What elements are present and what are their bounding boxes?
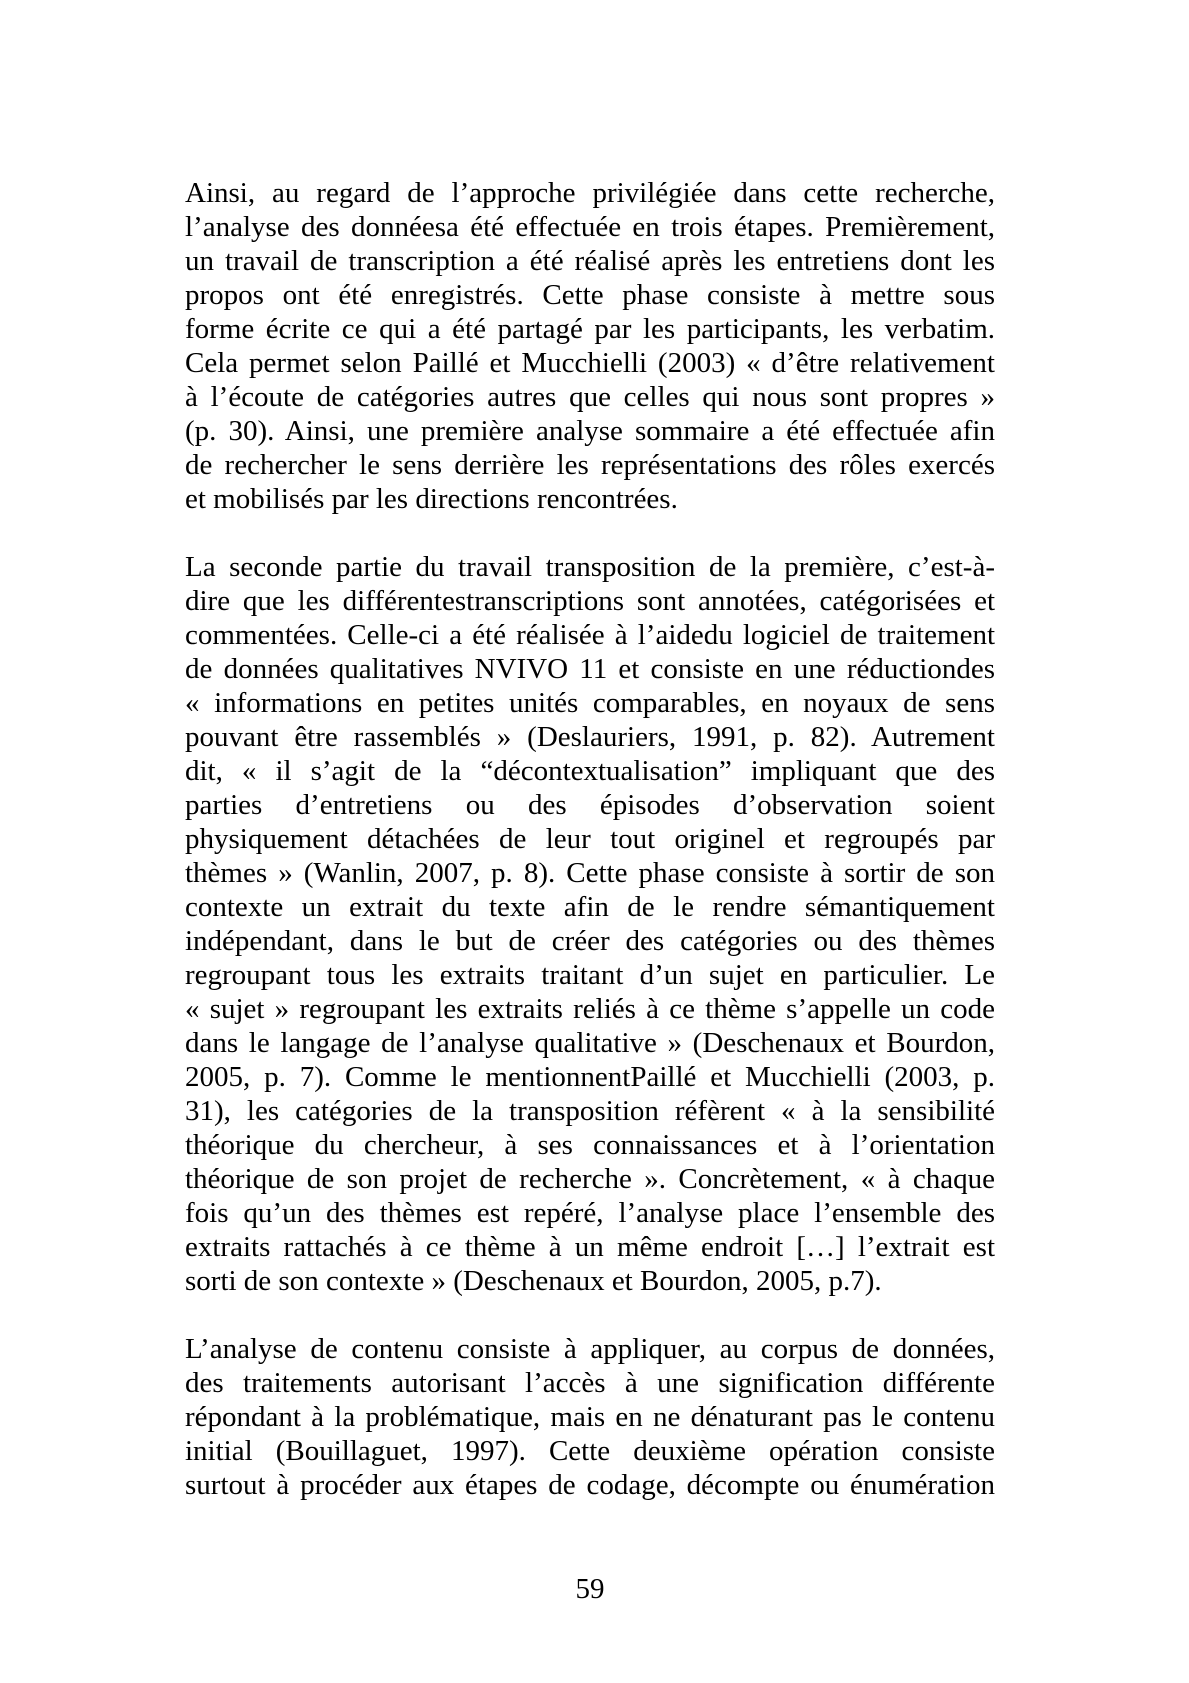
text-line: répondant à la problématique, mais en ne dénaturant pas le contenu (185, 1401, 995, 1433)
text-line: des traitements autorisant l’accès à une signification différente (185, 1367, 995, 1399)
text-line: extraits rattachés à ce thème à un même endroit […] l’extrait est (185, 1231, 995, 1263)
page-number: 59 (575, 1573, 605, 1605)
text-line: et mobilisés par les directions rencontrées. (185, 483, 678, 515)
text-block (185, 176, 995, 1502)
text-line: sorti de son contexte » (Deschenaux et Bourdon, 2005, p.7). (185, 1265, 882, 1297)
text-line: de rechercher le sens derrière les représentations des rôles exercés (185, 449, 995, 481)
text-line: à l’écoute de catégories autres que celles qui nous sont propres » (185, 381, 995, 413)
text-line: dans le langage de l’analyse qualitative » (Deschenaux et Bourdon, (185, 1027, 995, 1059)
text-line: forme écrite ce qui a été partagé par les participants, les verbatim. (185, 313, 995, 345)
text-line: 2005, p. 7). Comme le mentionnentPaillé et Mucchielli (2003, p. (185, 1061, 995, 1093)
text-line: physiquement détachées de leur tout originel et regroupés par (185, 823, 995, 855)
text-line: fois qu’un des thèmes est repéré, l’analyse place l’ensemble des (185, 1197, 995, 1229)
text-line: contexte un extrait du texte afin de le rendre sémantiquement (185, 891, 995, 923)
text-line: commentées. Celle-ci a été réalisée à l’aidedu logiciel de traitement (185, 619, 995, 651)
text-line: Ainsi, au regard de l’approche privilégiée dans cette recherche, (185, 177, 995, 209)
text-line: un travail de transcription a été réalisé après les entretiens dont les (185, 245, 995, 277)
text-line: théorique du chercheur, à ses connaissances et à l’orientation (185, 1129, 995, 1161)
text-line: dit, « il s’agit de la “décontextualisation” impliquant que des (185, 755, 995, 787)
text-line: 31), les catégories de la transposition réfèrent « à la sensibilité (185, 1095, 995, 1127)
text-line: de données qualitatives NVIVO 11 et consiste en une réductiondes (185, 653, 995, 685)
text-line: pouvant être rassemblés » (Deslauriers, 1991, p. 82). Autrement (185, 721, 995, 753)
text-line: thèmes » (Wanlin, 2007, p. 8). Cette phase consiste à sortir de son (185, 857, 995, 889)
text-line: Cela permet selon Paillé et Mucchielli (2003) « d’être relativement (185, 347, 995, 379)
text-line: « sujet » regroupant les extraits reliés à ce thème s’appelle un code (185, 993, 995, 1025)
text-line: « informations en petites unités comparables, en noyaux de sens (185, 687, 995, 719)
text-line: surtout à procéder aux étapes de codage, décompte ou énumération (185, 1469, 995, 1501)
text-line: théorique de son projet de recherche ». Concrètement, « à chaque (185, 1163, 995, 1195)
text-line: parties d’entretiens ou des épisodes d’observation soient (185, 789, 995, 821)
text-line: indépendant, dans le but de créer des catégories ou des thèmes (185, 925, 995, 957)
text-line: regroupant tous les extraits traitant d’un sujet en particulier. Le (185, 959, 995, 991)
body-paragraph (185, 1332, 995, 1502)
text-line: propos ont été enregistrés. Cette phase consiste à mettre sous (185, 279, 995, 311)
text-line: dire que les différentestranscriptions sont annotées, catégorisées et (185, 585, 995, 617)
text-line: L’analyse de contenu consiste à appliquer, au corpus de données, (185, 1333, 995, 1365)
text-line: l’analyse des donnéesa été effectuée en trois étapes. Premièrement, (185, 211, 995, 243)
body-paragraph (185, 176, 995, 516)
text-line: initial (Bouillaguet, 1997). Cette deuxième opération consiste (185, 1435, 995, 1467)
text-line: (p. 30). Ainsi, une première analyse sommaire a été effectuée afin (185, 415, 995, 447)
body-paragraph (185, 550, 995, 1298)
text-line: La seconde partie du travail transposition de la première, c’est-à- (185, 551, 995, 583)
